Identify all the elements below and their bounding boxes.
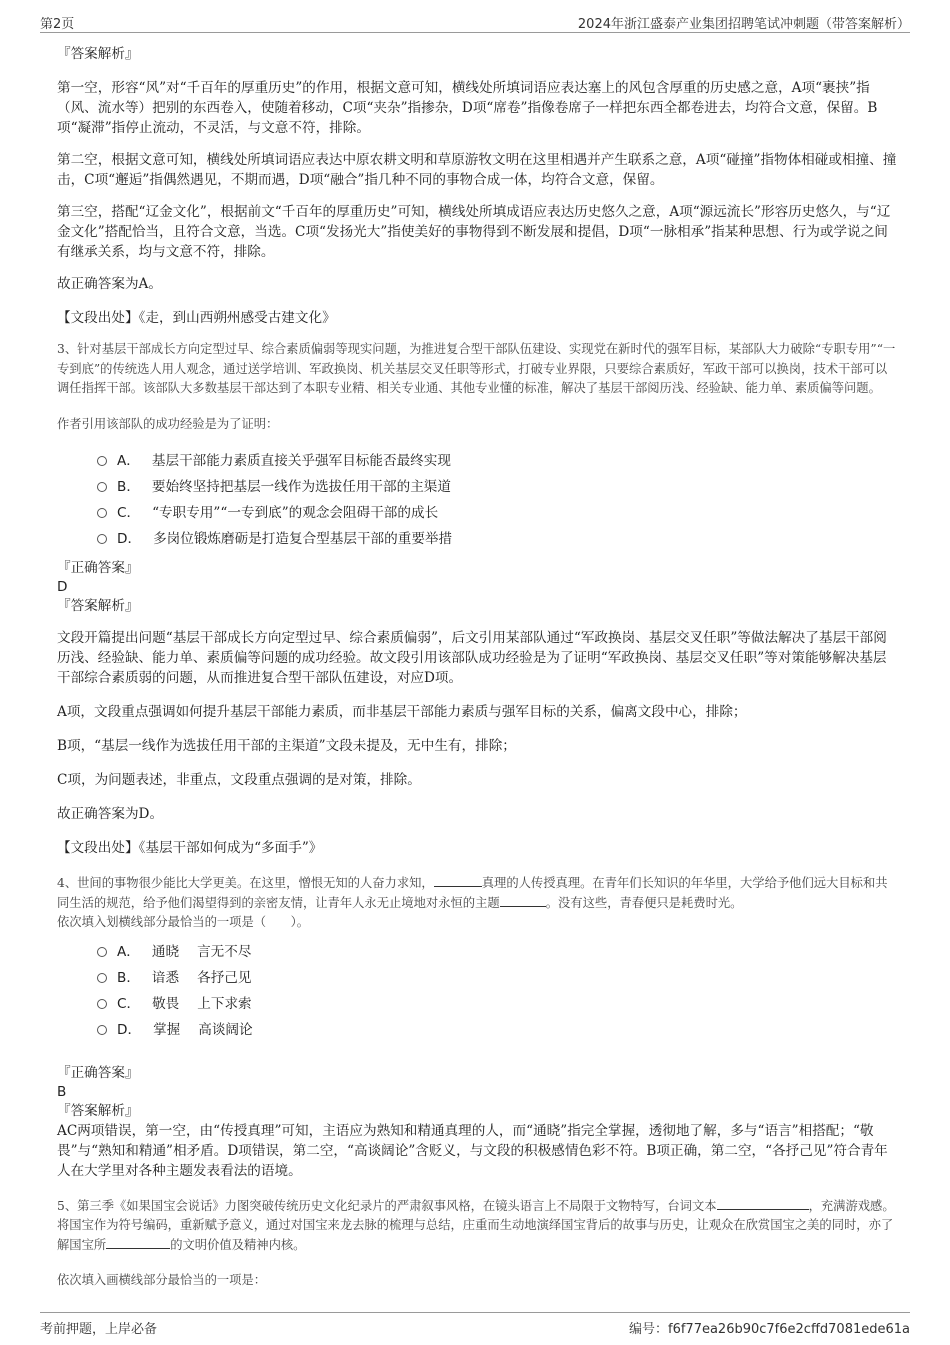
q3-conclusion: 故正确答案为D。 bbox=[57, 806, 164, 822]
radio-button[interactable] bbox=[97, 508, 107, 518]
footer-slogan: 考前押题，上岸必备 bbox=[40, 1322, 158, 1337]
q3-prompt: 作者引用该部队的成功经验是为了证明： bbox=[57, 416, 279, 431]
radio-button[interactable] bbox=[97, 947, 107, 957]
q3-answer: D bbox=[57, 579, 68, 595]
page-number: 第2页 bbox=[40, 17, 75, 32]
q3-analysis-c: C项，为问题表述，非重点，文段重点强调的是对策，排除。 bbox=[57, 772, 421, 788]
radio-button[interactable] bbox=[97, 534, 107, 544]
q4-option-c[interactable]: C． 敬畏 上下求索 bbox=[97, 991, 897, 1017]
blank-line bbox=[434, 874, 482, 887]
q5-stem: 5、第三季《如果国宝会说话》力图突破传统历史文化纪录片的严肃叙事风格，在镜头语言上不局限于文物特写，台词文本 ，充满游戏感。将国宝作为符号编码，重新赋予意义，通过对国宝来龙去脉的梳理与总结，庄重而生动地演绎国宝背后的故事与历史，让观众在欣赏国宝之美的同时，亦了解国宝所 的文明价值及精神内核。 bbox=[57, 1198, 895, 1252]
q3-analysis-b: B项，“基层一线作为选拔任用干部的主渠道”文段未提及，无中生有，排除； bbox=[57, 738, 516, 754]
radio-button[interactable] bbox=[97, 482, 107, 492]
radio-button[interactable] bbox=[97, 1025, 107, 1035]
radio-button[interactable] bbox=[97, 456, 107, 466]
document-title: 2024年浙江盛泰产业集团招聘笔试冲刺题（带答案解析） bbox=[577, 17, 910, 32]
q4-option-b[interactable]: B． 谙悉 各抒己见 bbox=[97, 965, 897, 991]
q3-option-a[interactable]: A． 基层干部能力素质直接关乎强军目标能否最终实现 bbox=[97, 448, 897, 474]
radio-button[interactable] bbox=[97, 999, 107, 1009]
q5-prompt: 依次填入画横线部分最恰当的一项是： bbox=[57, 1273, 267, 1287]
q2-analysis-blank2: 第二空，根据文意可知，横线处所填词语应表达中原农耕文明和草原游牧文明在这里相遇并产生联系之意，A项“碰撞”指物体相碰或相撞、撞击，C项“邂逅”指偶然遇见，不期而遇，D项“融合”指几种不同的事物合成一体，均符合文意，保留。 bbox=[57, 152, 897, 188]
q4-analysis: AC两项错误，第一空，由“传授真理”可知，主语应为熟知和精通真理的人，而“通晓”指完全掌握，透彻地了解，多与“语言”相搭配；“敬畏”与“熟知和精通”相矛盾。D项错误，第二空，“高谈阔论”含贬义，与文段的积极感情色彩不符。B项正确，第二空，“各抒己见”符合青年人在大学里对各种主题发表看法的语境。 bbox=[57, 1122, 888, 1179]
q4-options bbox=[57, 939, 897, 1043]
analysis-label: 『答案解析』 bbox=[57, 1102, 139, 1119]
analysis-label: 『答案解析』 bbox=[57, 598, 139, 614]
q4-stem: 4、世间的事物很少能比大学更美。在这里，憎恨无知的人奋力求知， 真理的人传授真理。在青年们长知识的年华里，大学给予他们远大目标和共同生活的规范，给予他们渴望得到的亲密友情，让青年人永无止境地对永恒的主题 。没有这些，青春便只是耗费时光。 bbox=[57, 876, 888, 910]
q2-analysis-blank3: 第三空，搭配“辽金文化”，根据前文“千百年的厚重历史”可知，横线处所填成语应表达历史悠久之意，A项“源远流长”形容历史悠久，与“辽金文化”搭配恰当，且符合文意，当选。C项“发扬光大”指使美好的事物得到不断发展和提倡，D项“一脉相承”指某种思想、行为或学说之间有继承关系，均与文意不符，排除。 bbox=[57, 204, 891, 260]
source-title: 《走，到山西朔州感受古建文化》 bbox=[138, 310, 336, 326]
blank-line bbox=[106, 1236, 170, 1249]
q4-option-a[interactable]: A． 通晓 言无不尽 bbox=[97, 939, 897, 965]
q3-analysis-a: A项，文段重点强调如何提升基层干部能力素质，而非基层干部能力素质与强军目标的关系，偏离文段中心，排除； bbox=[57, 704, 747, 720]
page-content bbox=[57, 44, 897, 1291]
q2-analysis-blank1: 第一空，形容“风”对“千百年的厚重历史”的作用，根据文意可知，横线处所填词语应表达塞上的风包含厚重的历史感之意，A项“裹挟”指（风、流水等）把别的东西卷入，使随着移动，C项“夹杂”指掺杂，D项“席卷”指像卷席子一样把东西全都卷进去，均符合文意，保留。B项“凝滞”指停止流动，不灵活，与文意不符，排除。 bbox=[57, 80, 878, 136]
q3-source bbox=[57, 838, 897, 858]
source-label: 【文段出处】 bbox=[57, 840, 139, 856]
page-footer bbox=[40, 1312, 910, 1337]
q4-option-d[interactable]: D． 掌握 高谈阔论 bbox=[97, 1017, 897, 1043]
correct-answer-label: 『正确答案』 bbox=[57, 560, 139, 576]
q4-answer: B bbox=[57, 1083, 67, 1100]
q2-source bbox=[57, 308, 897, 328]
source-title: 《基层干部如何成为“多面手”》 bbox=[138, 840, 323, 856]
document-serial: 编号：f6f77ea26b90c7f6e2cffd7081ede61a bbox=[629, 1322, 910, 1337]
radio-button[interactable] bbox=[97, 973, 107, 983]
source-label: 【文段出处】 bbox=[57, 310, 139, 326]
correct-answer-label: 『正确答案』 bbox=[57, 1064, 139, 1081]
q3-options bbox=[57, 448, 897, 552]
q4-prompt: 依次填入划横线部分最恰当的一项是（ ）。 bbox=[57, 915, 310, 929]
q3-option-d[interactable]: D． 多岗位锻炼磨砺是打造复合型基层干部的重要举措 bbox=[97, 526, 897, 552]
q2-conclusion: 故正确答案为A。 bbox=[57, 276, 162, 292]
blank-line bbox=[717, 1197, 809, 1210]
q3-analysis-main: 文段开篇提出问题“基层干部成长方向定型过早、综合素质偏弱”，后文引用某部队通过“军政换岗、基层交叉任职”等做法解决了基层干部阅历浅、经验缺、能力单、素质偏等问题的成功经验。故文段引用该部队成功经验是为了证明“军政换岗、基层交叉任职”等对策能够解决基层干部综合素质弱的问题，从而推进复合型干部队伍建设，对应D项。 bbox=[57, 630, 887, 686]
q3-stem: 3、针对基层干部成长方向定型过早、综合素质偏弱等现实问题，为推进复合型干部队伍建设、实现党在新时代的强军目标，某部队大力破除“专职专用”“一专到底”的传统选人用人观念，通过送学培训、军政换岗、机关基层交叉任职等形式，打破专业界限，只要综合素质好，军政干部可以换岗，技术干部可以调任指挥干部。该部队大多数基层干部达到了本职专业精、相关专业通、其他专业懂的标准，解决了基层干部阅历浅、经验缺、能力单、素质偏等问题。 bbox=[57, 342, 896, 395]
page-header bbox=[40, 10, 910, 33]
analysis-label: 『答案解析』 bbox=[57, 46, 139, 62]
q3-option-b[interactable]: B． 要始终坚持把基层一线作为选拔任用干部的主渠道 bbox=[97, 474, 897, 500]
blank-line bbox=[500, 894, 546, 907]
q3-option-c[interactable]: C． “专职专用”“一专到底”的观念会阻碍干部的成长 bbox=[97, 500, 897, 526]
